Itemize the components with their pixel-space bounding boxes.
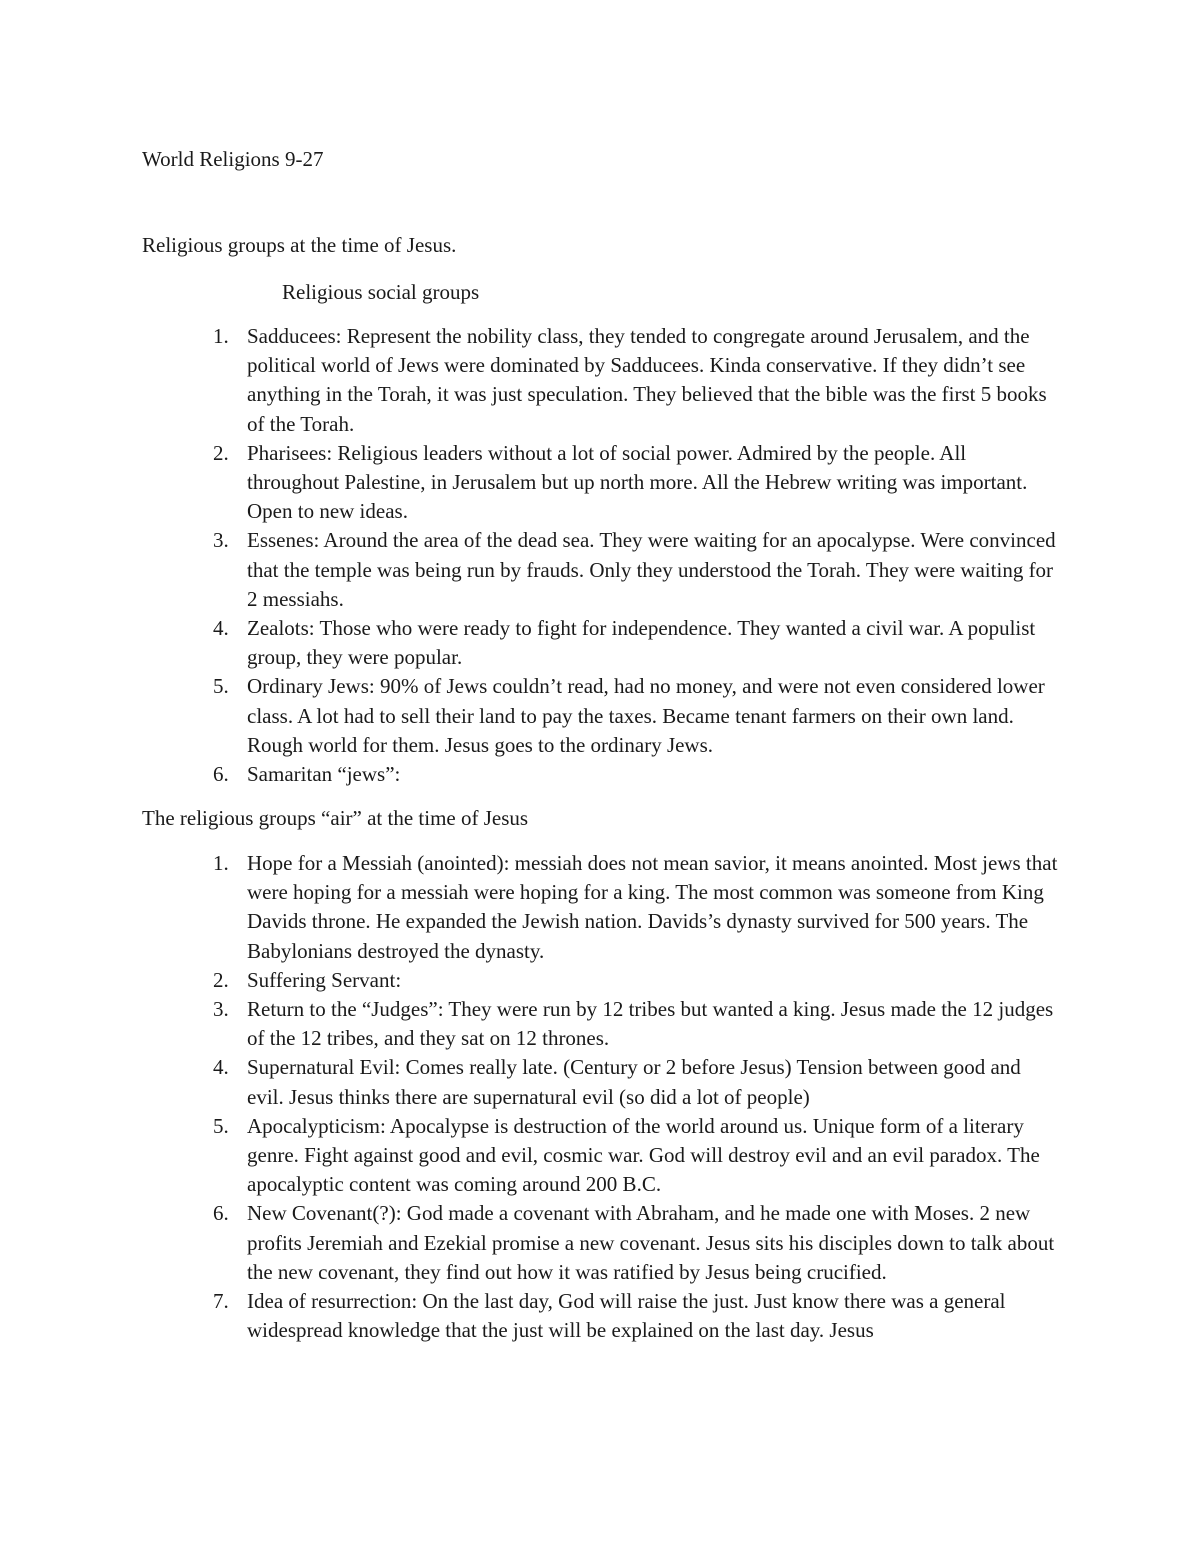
section-subheading-social-groups: Religious social groups xyxy=(282,280,480,304)
list-item xyxy=(0,614,1200,672)
list-item-text: Pharisees: Religious leaders without a lot of social power. Admired by the people. All throughout Palestine, in Jerusalem but up north more. All the Hebrew writing was important. Open to new ideas. xyxy=(247,440,1028,524)
list-item-number: 2. xyxy=(213,967,229,992)
religious-air-list xyxy=(0,849,1200,1345)
list-item-number: 2. xyxy=(213,440,229,465)
list-item-number: 4. xyxy=(213,616,229,641)
list-item xyxy=(0,526,1200,614)
list-item-number: 1. xyxy=(213,324,229,348)
list-item xyxy=(0,1287,1200,1345)
section-heading-religious-groups: Religious groups at the time of Jesus. xyxy=(142,233,457,257)
document-title: World Religions 9-27 xyxy=(142,147,324,171)
list-item xyxy=(0,1053,1200,1111)
list-item-text: Supernatural Evil: Comes really late. (Century or 2 before Jesus) Tension between good and evil. Jesus thinks there are supernatural evil (so did a lot of people) xyxy=(247,1055,1021,1109)
list-item-number: 3. xyxy=(213,528,229,553)
list-item-text: Hope for a Messiah (anointed): messiah does not mean savior, it means anointed. Most jews that were hoping for a messiah were hoping for a king. The most common was someone from King Davids throne. He expanded the Jewish nation. Davids’s dynasty survived for 500 years. The Babylonians destroyed the dynasty. xyxy=(247,851,1058,963)
list-item-text: Apocalypticism: Apocalypse is destruction of the world around us. Unique form of a literary genre. Fight against good and evil, cosmic war. God will destroy evil and an evil paradox. The apocalyptic content was coming around 200 B.C. xyxy=(247,1113,1040,1197)
social-groups-list xyxy=(0,322,1200,789)
list-item-number: 3. xyxy=(213,997,229,1022)
list-item xyxy=(0,995,1200,1053)
list-item xyxy=(0,760,1200,789)
list-item-text: Samaritan “jews”: xyxy=(247,762,401,787)
list-item xyxy=(0,322,1200,439)
list-item xyxy=(0,966,1200,995)
list-item-text: Essenes: Around the area of the dead sea. They were waiting for an apocalypse. Were convinced that the temple was being run by frauds. Only they understood the Torah. They were waiting for 2 messiahs. xyxy=(247,528,1056,611)
list-item xyxy=(0,672,1200,760)
list-item xyxy=(0,849,1200,966)
list-item-number: 6. xyxy=(213,762,229,787)
list-item-number: 5. xyxy=(213,674,229,699)
list-item-text: New Covenant(?): God made a covenant with Abraham, and he made one with Moses. 2 new profits Jeremiah and Ezekial promise a new covenant. Jesus sits his disciples down to talk about the new covenant, they find out how it was ratified by Jesus being crucified. xyxy=(247,1201,1055,1284)
list-item-text: Zealots: Those who were ready to fight for independence. They wanted a civil war. A populist group, they were popular. xyxy=(247,616,1036,670)
list-item-text: Sadducees: Represent the nobility class, they tended to congregate around Jerusalem, and the political world of Jews were dominated by Sadducees. Kinda conservative. If they didn’t see anything in the Torah, it was just speculation. They believed that the bible was the first 5 books of the Torah. xyxy=(247,324,1047,436)
list-item-text: Ordinary Jews: 90% of Jews couldn’t read, had no money, and were not even considered lower class. A lot had to sell their land to pay the taxes. Became tenant farmers on their own land. Rough world for them. Jesus goes to the ordinary Jews. xyxy=(247,674,1045,757)
list-item-text: Suffering Servant: xyxy=(247,967,402,992)
list-item-text: Return to the “Judges”: They were run by 12 tribes but wanted a king. Jesus made the 12 judges of the 12 tribes, and they sat on 12 thrones. xyxy=(247,997,1054,1051)
list-item-text: Idea of resurrection: On the last day, God will raise the just. Just know there was a general widespread knowledge that the just will be explained on the last day. Jesus xyxy=(247,1289,1006,1343)
list-item xyxy=(0,1112,1200,1200)
list-item-number: 7. xyxy=(213,1289,229,1314)
list-item xyxy=(0,1199,1200,1287)
list-item xyxy=(0,439,1200,527)
list-item-number: 1. xyxy=(213,851,229,875)
list-item-number: 5. xyxy=(213,1113,229,1138)
list-item-number: 4. xyxy=(213,1055,229,1080)
section-heading-religious-air: The religious groups “air” at the time of Jesus xyxy=(142,806,529,830)
list-item-number: 6. xyxy=(213,1201,229,1226)
